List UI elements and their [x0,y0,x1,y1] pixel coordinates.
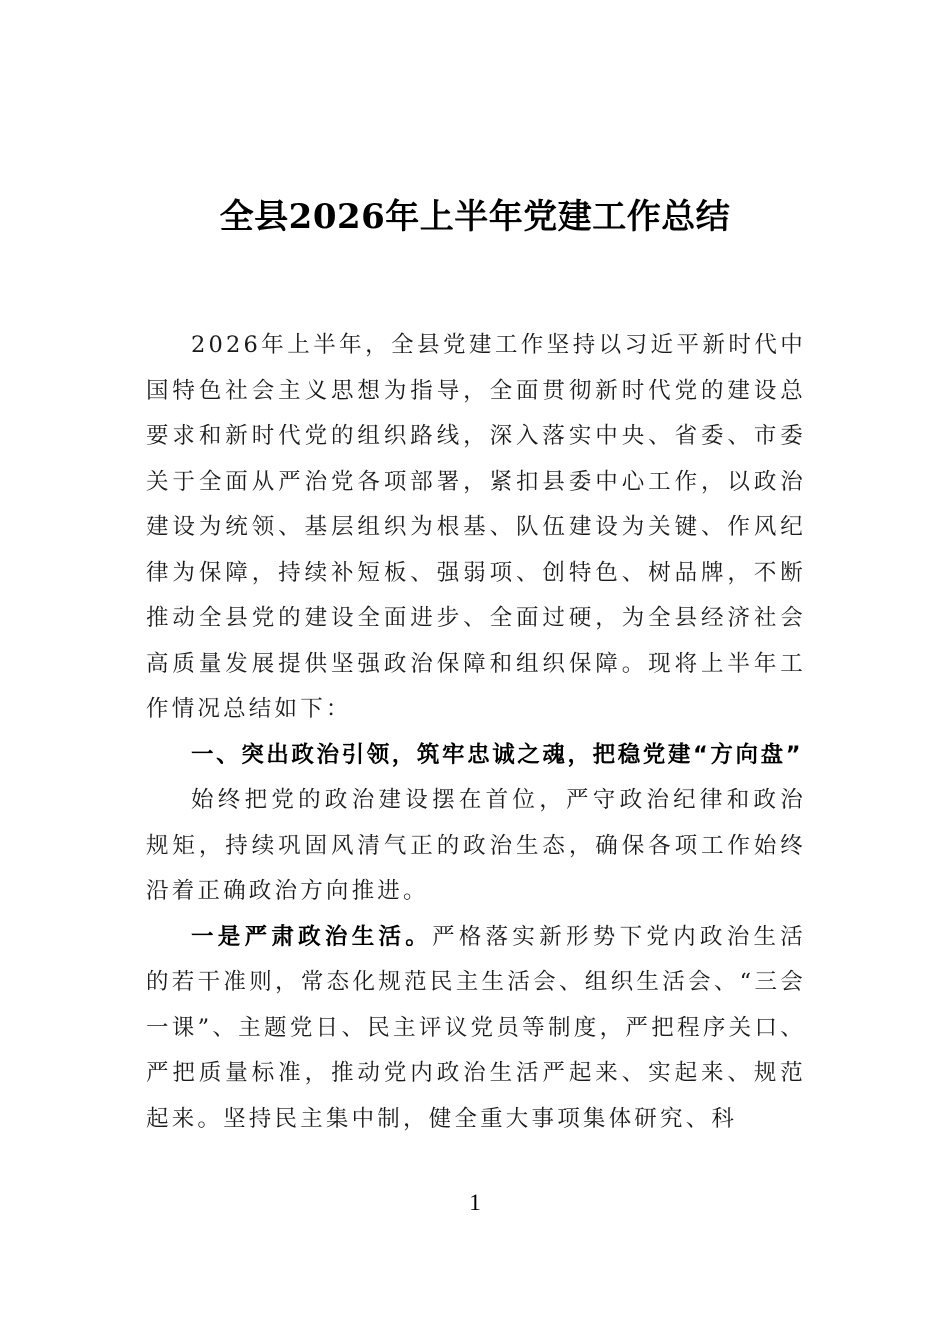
document-body [146,323,806,1142]
page-number: 1 [469,1190,481,1215]
point-1-lead: 一是严肃政治生活。 [191,923,433,950]
section-heading-1: 一、突出政治引领，筑牢忠诚之魂，把稳党建“方向盘” [191,741,804,768]
point-1-text: 严格落实新形势下党内政治生活的若干准则，常态化规范民主生活会、组织生活会、“三会一课”、主题党日、民主评议党员等制度，严把程序关口、严把质量标准，推动党内政治生活严起来、实起来、规范起来。坚持民主集中制，健全重大事项集体研究、科 [146,923,806,1132]
section-1-intro-paragraph: 始终把党的政治建设摆在首位，严守政治纪律和政治规矩，持续巩固风清气正的政治生态，确保各项工作始终沿着正确政治方向推进。 [146,787,806,904]
intro-paragraph: 2026年上半年，全县党建工作坚持以习近平新时代中国特色社会主义思想为指导，全面贯彻新时代党的建设总要求和新时代党的组织路线，深入落实中央、省委、市委关于全面从严治党各项部署，紧扣县委中心工作，以政治建设为统领、基层组织为根基、队伍建设为关键、作风纪律为保障，持续补短板、强弱项、创特色、树品牌，不断推动全县党的建设全面进步、全面过硬，为全县经济社会高质量发展提供坚强政治保障和组织保障。现将上半年工作情况总结如下： [146,332,806,722]
point-1-paragraph [146,915,806,1143]
document-title: 全县2026年上半年党建工作总结 [219,197,731,237]
